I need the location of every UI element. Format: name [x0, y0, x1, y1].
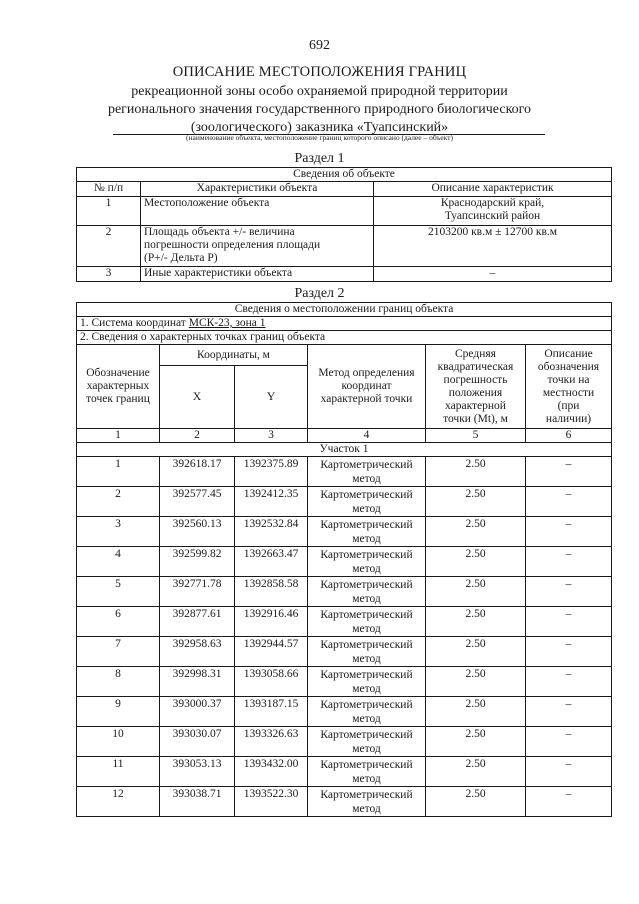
table-row — [77, 547, 612, 577]
accuracy-header — [426, 345, 526, 429]
point-description: – — [526, 787, 612, 817]
accuracy: 2.50 — [426, 757, 526, 787]
method-line: метод — [352, 593, 381, 605]
method-line: метод — [352, 653, 381, 665]
point-number: 3 — [77, 517, 160, 547]
point-description: – — [526, 547, 612, 577]
method-line: Картометрический — [320, 729, 413, 741]
header-line: Метод определения — [318, 367, 415, 379]
point-number: 10 — [77, 727, 160, 757]
row-characteristic — [141, 226, 374, 267]
table-header-row — [77, 345, 612, 366]
header-line: точек границ — [86, 393, 150, 405]
y-coordinate: 1393187.15 — [235, 697, 308, 727]
row-characteristic: Местоположение объекта — [141, 197, 374, 226]
point-description: – — [526, 757, 612, 787]
column-number: 3 — [235, 429, 308, 443]
method — [308, 547, 426, 577]
method — [308, 457, 426, 487]
column-number: 5 — [426, 429, 526, 443]
y-coordinate: 1392858.58 — [235, 577, 308, 607]
table-row — [77, 226, 612, 267]
y-coordinate: 1392916.46 — [235, 607, 308, 637]
points-caption-row — [77, 331, 612, 345]
y-coordinate: 1392532.84 — [235, 517, 308, 547]
point-description: – — [526, 667, 612, 697]
point-number: 11 — [77, 757, 160, 787]
table-row — [77, 197, 612, 226]
y-coordinate: 1392412.35 — [235, 487, 308, 517]
point-description: – — [526, 727, 612, 757]
table-caption-row — [77, 168, 612, 182]
accuracy: 2.50 — [426, 517, 526, 547]
accuracy: 2.50 — [426, 667, 526, 697]
method-line: метод — [352, 713, 381, 725]
y-coordinate: 1393432.00 — [235, 757, 308, 787]
accuracy: 2.50 — [426, 457, 526, 487]
method-line: метод — [352, 743, 381, 755]
description-header — [526, 345, 612, 429]
y-coordinate: 1392944.57 — [235, 637, 308, 667]
point-description: – — [526, 697, 612, 727]
y-header: Y — [235, 366, 308, 429]
point-description: – — [526, 457, 612, 487]
point-number: 4 — [77, 547, 160, 577]
method-line: метод — [352, 623, 381, 635]
method — [308, 757, 426, 787]
point-number: 1 — [77, 457, 160, 487]
point-number: 5 — [77, 577, 160, 607]
points-body — [77, 457, 612, 817]
parcel-row — [77, 443, 612, 457]
x-header: X — [160, 366, 235, 429]
description-line: Туапсинский район — [444, 210, 541, 222]
header-line: наличии) — [545, 412, 592, 425]
point-number: 7 — [77, 637, 160, 667]
accuracy: 2.50 — [426, 487, 526, 517]
point-number: 8 — [77, 667, 160, 697]
header-line: характерной точки — [320, 393, 413, 405]
method-line: метод — [352, 803, 381, 815]
accuracy: 2.50 — [426, 697, 526, 727]
table-caption-row — [77, 303, 612, 317]
point-number: 2 — [77, 487, 160, 517]
table-header-row — [77, 182, 612, 197]
header-line: точки (Mt), м — [443, 412, 508, 425]
point-number: 6 — [77, 607, 160, 637]
subtitle-line-1: рекреационной зоны особо охраняемой природной территории — [131, 84, 508, 99]
header-line: координат — [341, 380, 392, 392]
x-coordinate: 392958.63 — [160, 637, 235, 667]
y-coordinate: 1392375.89 — [235, 457, 308, 487]
header-line: квадратическая — [437, 360, 514, 373]
header-line: положения — [448, 386, 503, 399]
x-coordinate: 393000.37 — [160, 697, 235, 727]
method-line: метод — [352, 683, 381, 695]
x-coordinate: 392618.17 — [160, 457, 235, 487]
x-coordinate: 392599.82 — [160, 547, 235, 577]
header-line: местности — [542, 386, 595, 399]
x-coordinate: 392877.61 — [160, 607, 235, 637]
point-description: – — [526, 577, 612, 607]
table-row — [77, 517, 612, 547]
method-header — [308, 345, 426, 429]
section-1-caption: Сведения об объекте — [77, 168, 612, 182]
x-coordinate: 393053.13 — [160, 757, 235, 787]
method-line: Картометрический — [320, 789, 413, 801]
header-line: (при — [557, 399, 580, 412]
point-description: – — [526, 637, 612, 667]
row-number: 2 — [77, 226, 141, 267]
method — [308, 787, 426, 817]
point-number: 12 — [77, 787, 160, 817]
x-coordinate: 392771.78 — [160, 577, 235, 607]
document-title: ОПИСАНИЕ МЕСТОПОЛОЖЕНИЯ ГРАНИЦ — [172, 64, 467, 80]
x-coordinate: 393030.07 — [160, 727, 235, 757]
object-info-table — [76, 167, 612, 282]
method — [308, 577, 426, 607]
table-row — [77, 267, 612, 282]
accuracy: 2.50 — [426, 637, 526, 667]
method-line: Картометрический — [320, 489, 413, 501]
accuracy: 2.50 — [426, 727, 526, 757]
method-line: метод — [352, 563, 381, 575]
method-line: Картометрический — [320, 519, 413, 531]
x-coordinate: 392560.13 — [160, 517, 235, 547]
header-line: Обозначение — [86, 367, 150, 379]
method — [308, 637, 426, 667]
header-line: Описание — [544, 347, 593, 360]
method — [308, 517, 426, 547]
y-coordinate: 1393058.66 — [235, 667, 308, 697]
column-number: 2 — [160, 429, 235, 443]
title-note: (наименование объекта, местоположение границ которого описано (далее – объект) — [185, 133, 453, 142]
y-coordinate: 1392663.47 — [235, 547, 308, 577]
method — [308, 607, 426, 637]
subtitle-line-2: регионального значения государственного природного биологического — [107, 102, 532, 117]
y-coordinate: 1393326.63 — [235, 727, 308, 757]
method-line: Картометрический — [320, 699, 413, 711]
col-description-header: Описание характеристик — [374, 182, 612, 197]
point-description: – — [526, 607, 612, 637]
accuracy: 2.50 — [426, 787, 526, 817]
table-row — [77, 637, 612, 667]
accuracy: 2.50 — [426, 577, 526, 607]
point-number: 9 — [77, 697, 160, 727]
table-row — [77, 607, 612, 637]
parcel-label: Участок 1 — [77, 443, 612, 457]
boundary-points-table — [76, 302, 612, 817]
table-row — [77, 727, 612, 757]
column-number: 4 — [308, 429, 426, 443]
point-description: – — [526, 487, 612, 517]
coordinate-system-prefix: 1. Система координат — [80, 317, 189, 329]
page-number: 692 — [309, 38, 330, 53]
x-coordinate: 393038.71 — [160, 787, 235, 817]
coordinates-header: Координаты, м — [160, 345, 308, 366]
x-coordinate: 392998.31 — [160, 667, 235, 697]
x-coordinate: 392577.45 — [160, 487, 235, 517]
method-line: метод — [352, 533, 381, 545]
column-number: 6 — [526, 429, 612, 443]
section-2-caption: Сведения о местоположении границ объекта — [77, 303, 612, 317]
section-1-heading: Раздел 1 — [294, 151, 345, 166]
table-row — [77, 457, 612, 487]
subtitle-line-3: (зоологического) заказника «Туапсинский» — [190, 120, 449, 135]
method-line: Картометрический — [320, 639, 413, 651]
table-row — [77, 757, 612, 787]
table-row — [77, 787, 612, 817]
method — [308, 667, 426, 697]
table-row — [77, 577, 612, 607]
characteristic-line: (Р+/- Дельта Р) — [144, 252, 218, 264]
points-caption: 2. Сведения о характерных точках границ объекта — [77, 331, 612, 345]
row-number: 3 — [77, 267, 141, 282]
table-row — [77, 667, 612, 697]
header-line: точки на — [547, 373, 590, 386]
coordinate-system-row — [77, 317, 612, 331]
method-line: Картометрический — [320, 459, 413, 471]
table-row — [77, 487, 612, 517]
section-2-heading: Раздел 2 — [294, 286, 345, 301]
method-line: Картометрический — [320, 579, 413, 591]
description-line: Краснодарский край, — [440, 197, 545, 209]
col-num-header: № п/п — [77, 182, 141, 197]
header-line: обозначения — [537, 360, 600, 373]
document-subtitle — [60, 83, 579, 137]
coordinate-system — [77, 317, 612, 331]
accuracy: 2.50 — [426, 547, 526, 577]
row-number: 1 — [77, 197, 141, 226]
accuracy: 2.50 — [426, 607, 526, 637]
point-description: – — [526, 517, 612, 547]
column-number-row — [77, 429, 612, 443]
column-number: 1 — [77, 429, 160, 443]
method-line: Картометрический — [320, 609, 413, 621]
coordinate-system-value: МСК-23, зона 1 — [188, 317, 266, 329]
method — [308, 487, 426, 517]
method-line: Картометрический — [320, 669, 413, 681]
y-coordinate: 1393522.30 — [235, 787, 308, 817]
method — [308, 697, 426, 727]
header-line: характерных — [86, 380, 150, 392]
col-characteristic-header: Характеристики объекта — [141, 182, 374, 197]
method — [308, 727, 426, 757]
row-characteristic: Иные характеристики объекта — [141, 267, 374, 282]
designation-header — [77, 345, 160, 429]
method-line: метод — [352, 503, 381, 515]
row-description — [374, 197, 612, 226]
row-description: – — [374, 267, 612, 282]
method-line: Картометрический — [320, 759, 413, 771]
table-row — [77, 697, 612, 727]
header-line: погрешность — [443, 373, 508, 386]
method-line: метод — [352, 773, 381, 785]
row-description: 2103200 кв.м ± 12700 кв.м — [374, 226, 612, 267]
header-line: характерной — [445, 399, 506, 412]
method-line: метод — [352, 473, 381, 485]
characteristic-line: Площадь объекта +/- величина — [144, 226, 295, 238]
header-line: Средняя — [455, 347, 496, 360]
characteristic-line: погрешности определения площади — [144, 239, 321, 251]
method-line: Картометрический — [320, 549, 413, 561]
